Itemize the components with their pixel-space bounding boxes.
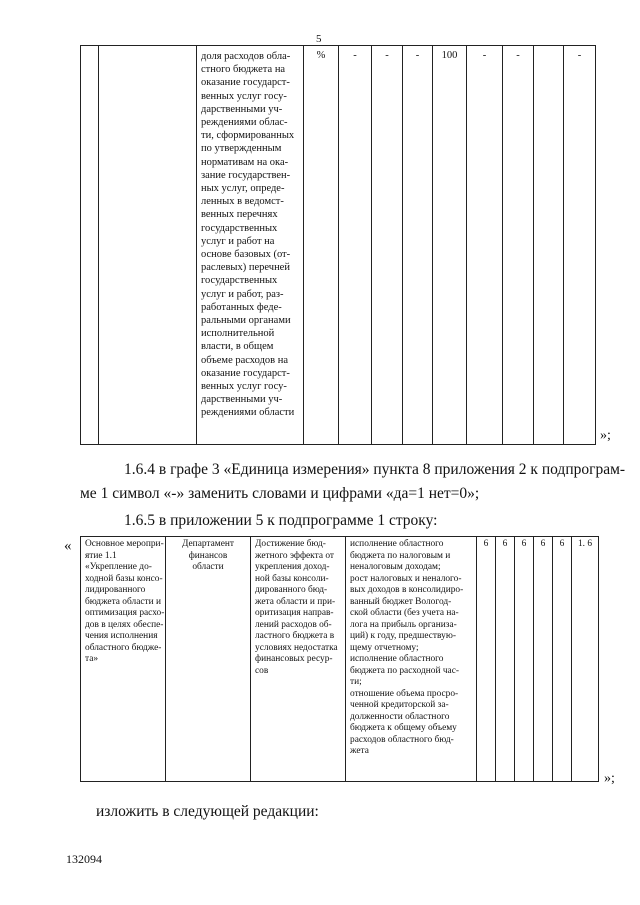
table1-value-cell: - xyxy=(577,50,582,61)
indicator-line: работанных феде- xyxy=(201,301,282,313)
table2-col-line xyxy=(598,536,599,782)
table1-col-line xyxy=(338,45,339,445)
indicator-line: государственных xyxy=(201,275,278,287)
indicators-line: щему отчетному; xyxy=(350,642,419,653)
indicator-line: ральными органами xyxy=(201,315,291,327)
indicator-line: по утвержденным xyxy=(201,143,282,155)
indicator-line: ных услуг, опреде- xyxy=(201,183,285,195)
footer-code: 132094 xyxy=(66,852,102,866)
table2-col-line xyxy=(250,536,251,782)
table1-indicator-cell xyxy=(201,50,301,420)
table1-value-cell: - xyxy=(385,50,389,61)
executor-line: области xyxy=(192,562,224,572)
indicator-line: дарственными уч- xyxy=(201,394,283,406)
table2-executor-cell xyxy=(166,539,250,574)
table1-col-line xyxy=(595,45,596,445)
indicator-line: венных перечнях xyxy=(201,209,278,221)
indicator-line: исполнительной xyxy=(201,328,275,340)
indicators-line: рост налоговых и неналого- xyxy=(350,573,462,584)
result-line: ластного бюджета в xyxy=(255,631,335,641)
result-line: ной базы консоли- xyxy=(255,573,329,584)
table2-col-line xyxy=(514,536,515,782)
indicators-line: бюджета по расходной час- xyxy=(350,665,459,676)
indicator-line: оказание государст- xyxy=(201,367,290,379)
indicator-line: венных услуг госу- xyxy=(201,90,287,102)
table2-col-line xyxy=(345,536,346,782)
paragraph-1-6-5: 1.6.5 в приложении 5 к подпрограмме 1 строку: xyxy=(124,512,438,529)
table2-col-line xyxy=(80,536,81,782)
table2-closing-quote: »; xyxy=(604,771,615,786)
table2-value-cell: 6 xyxy=(483,539,489,549)
executor-line: финансов xyxy=(188,550,228,561)
table2-col-line xyxy=(476,536,477,782)
paragraph-1-6-4-line1: 1.6.4 в графе 3 «Единица измерения» пункта 8 приложения 2 к подпрограм- xyxy=(124,461,626,478)
table2-value-cell: 1. 6 xyxy=(577,539,593,549)
measure-line: Основное меропри- xyxy=(85,539,164,549)
indicator-line: ти, сформированных xyxy=(201,130,295,142)
result-line: финансовых ресур- xyxy=(255,654,333,664)
measure-line: та» xyxy=(85,654,99,664)
table1-value-cell: - xyxy=(415,50,420,61)
table2-indicators-cell xyxy=(350,539,476,758)
indicator-line: реждениями области xyxy=(201,407,295,419)
indicator-line: зание государствен- xyxy=(201,169,291,181)
indicators-line: ванный бюджет Вологод- xyxy=(350,596,452,607)
result-line: оритизация направ- xyxy=(255,608,334,618)
table1-col-line xyxy=(371,45,372,445)
result-line: условиях недостатка xyxy=(255,642,338,653)
measure-line: бюджета области и xyxy=(85,596,161,607)
table1-col-line xyxy=(80,45,81,445)
indicator-line: доля расходов обла- xyxy=(201,51,291,62)
table2-value-cell: 6 xyxy=(521,539,527,549)
table1-col-line xyxy=(533,45,534,445)
table1-col-line xyxy=(466,45,467,445)
table2-open-quote: « xyxy=(64,538,72,554)
table1-value-cell: - xyxy=(516,50,520,61)
indicators-line: отношение объема просро- xyxy=(350,688,459,699)
indicator-line: дарственными уч- xyxy=(201,103,283,115)
measure-line: ятие 1.1 xyxy=(85,550,117,561)
table1-value-cell: - xyxy=(353,50,357,61)
paragraph-new-edition: изложить в следующей редакции: xyxy=(96,803,319,820)
indicators-line: ти; xyxy=(350,677,362,687)
table1-closing-quote: »; xyxy=(600,428,611,443)
table2-col-line xyxy=(495,536,496,782)
table1-col-line xyxy=(432,45,433,445)
indicators-line: расходов областного бюд- xyxy=(350,734,454,745)
measure-line: ходной базы консо- xyxy=(85,573,163,584)
table2-value-cell: 6 xyxy=(540,539,546,549)
executor-line: Департамент xyxy=(182,539,234,549)
table2-measure-cell xyxy=(85,539,165,666)
table1-col-line xyxy=(98,45,99,445)
measure-line: лидированного xyxy=(85,585,146,595)
indicator-line: ленных в ведомст- xyxy=(201,196,284,208)
indicator-line: услуг и работ на xyxy=(201,235,275,247)
table1-col-line xyxy=(502,45,503,445)
measure-line: «Укрепление до- xyxy=(85,562,152,572)
table2-col-line xyxy=(552,536,553,782)
table2-bottom-border xyxy=(80,781,598,782)
measure-line: оптимизация расхо- xyxy=(85,608,165,618)
indicators-line: исполнение областного xyxy=(350,654,444,664)
indicator-line: стного бюджета на xyxy=(201,64,286,76)
result-line: жетного эффекта от xyxy=(255,550,334,561)
table1-col-line xyxy=(563,45,564,445)
table2-value-cell: 6 xyxy=(559,539,565,549)
measure-line: дов в целях обеспе- xyxy=(85,619,164,630)
measure-line: областного бюдже- xyxy=(85,642,162,653)
indicator-line: основе базовых (от- xyxy=(201,249,291,261)
indicators-line: ченной кредиторской за- xyxy=(350,700,449,710)
result-line: Достижение бюд- xyxy=(255,539,326,549)
indicator-line: объеме расходов на xyxy=(201,354,289,366)
result-line: укрепления доход- xyxy=(255,562,330,572)
measure-line: чения исполнения xyxy=(85,631,158,641)
indicators-line: ской области (без учета на- xyxy=(350,608,459,618)
table2-result-cell xyxy=(255,539,345,677)
result-line: сов xyxy=(255,665,269,676)
indicators-line: ций) к году, предшествую- xyxy=(350,631,456,641)
table1-unit-cell: % xyxy=(316,50,326,61)
page-number: 5 xyxy=(316,33,322,45)
table2-col-line xyxy=(571,536,572,782)
indicators-line: исполнение областного xyxy=(350,539,444,549)
result-line: дированного бюд- xyxy=(255,585,328,595)
table1-col-line xyxy=(196,45,197,445)
table2-value-cell: 6 xyxy=(502,539,508,549)
indicators-line: вых доходов в консолидиро- xyxy=(350,585,464,595)
result-line: жета области и при- xyxy=(255,596,336,607)
paragraph-1-6-4-line2: ме 1 символ «-» заменить словами и цифрами «да=1 нет=0»; xyxy=(80,485,480,502)
indicators-line: долженности областного xyxy=(350,711,450,722)
indicators-line: бюджета к общему объему xyxy=(350,723,457,733)
indicators-line: жета xyxy=(350,746,369,756)
indicators-line: бюджета по налоговым и xyxy=(350,550,451,561)
table2-col-line xyxy=(533,536,534,782)
result-line: лений расходов об- xyxy=(255,619,332,630)
table1-col-line xyxy=(303,45,304,445)
indicator-line: услуг и работ, раз- xyxy=(201,288,284,300)
indicator-line: нормативам на ока- xyxy=(201,156,289,168)
indicators-line: лога на прибыль организа- xyxy=(350,619,457,630)
table1-value-cell: - xyxy=(482,50,487,61)
indicator-line: оказание государст- xyxy=(201,77,290,89)
indicator-line: власти, в общем xyxy=(201,341,274,353)
table1-value-cell: 100 xyxy=(441,50,458,61)
indicator-line: реждениями облас- xyxy=(201,117,288,129)
table1-col-line xyxy=(402,45,403,445)
indicator-line: государственных xyxy=(201,222,278,234)
indicator-line: раслевых) перечней xyxy=(201,262,290,274)
indicator-line: венных услуг госу- xyxy=(201,381,287,393)
indicators-line: неналоговым доходам; xyxy=(350,562,441,572)
table2-top-border xyxy=(80,536,598,537)
